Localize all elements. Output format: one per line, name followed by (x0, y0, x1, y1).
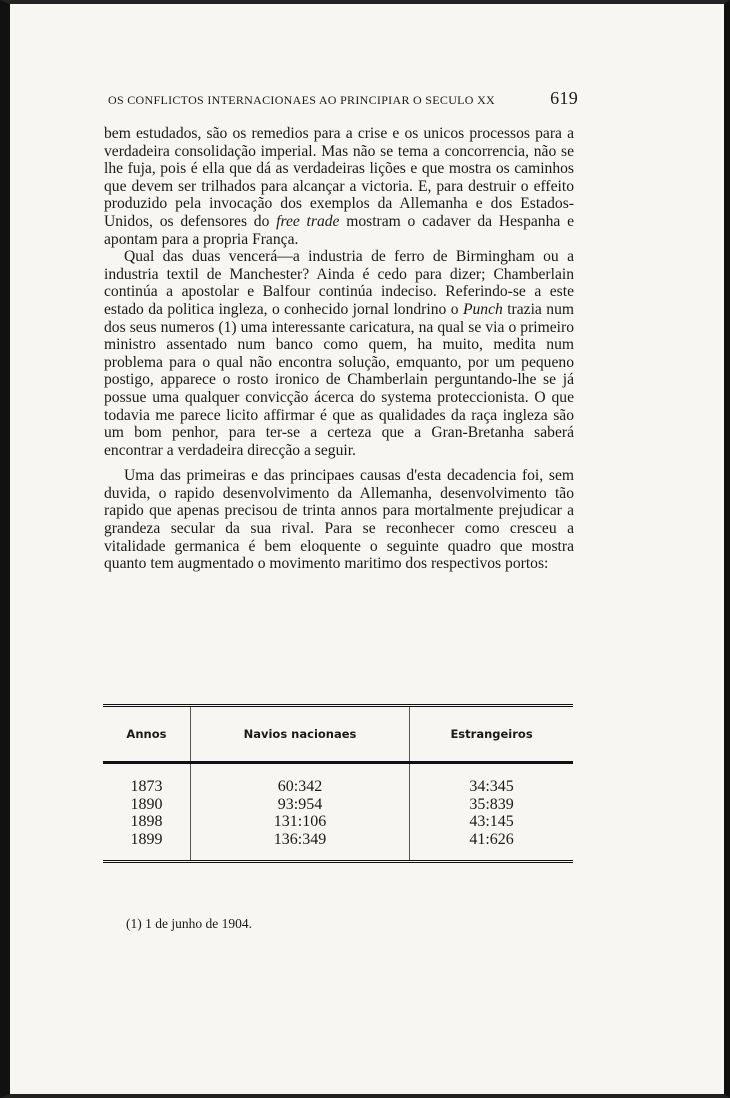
paragraph (104, 248, 574, 459)
cell-year: 1898 (103, 813, 190, 831)
column-header-years: Annos (103, 706, 190, 763)
paragraph-text: bem estudados, são os remedios para a crise e os unicos processos para a verdadeira consolidação imperial. Mas não se tema a concorrencia, não se lhe fuja, pois é ella que dá as verdadeiras lições e que mostra os caminhos que devem ser trilhados para alcançar a victoria. E, para destruir o effeito produzido pela invocação dos exemplos da Allemanha e dos Estados-Unidos, os defensores do (104, 125, 574, 230)
cell-foreign: 41:626 (410, 831, 573, 862)
cell-national: 131:106 (190, 813, 409, 831)
paragraph (104, 125, 574, 248)
paragraph-text: Uma das primeiras e das principaes causas d'esta decadencia foi, sem duvida, o rapido desenvolvimento da Allemanha, desenvolvimento tão rapido que apenas precisou de trinta annos para mortalmente prejudicar a grandeza secular da sua rival. Para se reconhecer como cresceu a vitalidade germanica é bem eloquente o seguinte quadro que mostra quanto tem augmentado o movimento maritimo dos respectivos portos: (104, 467, 574, 573)
column-header-foreign-ships: Estrangeiros (410, 706, 573, 763)
column-header-national-ships: Navios nacionaes (190, 706, 409, 763)
table-row (103, 831, 573, 862)
running-header (108, 88, 578, 109)
paragraph-text: trazia num dos seus numeros (1) uma interessante caricatura, na qual se via o primeiro ministro assentado num banco como quem, ha muito, medita num problema para o qual não encontra solução, emquanto, por um pequeno postigo, apparece o rosto ironico de Chamberlain perguntando-lhe se já possue uma qualquer convicção ácerca do systema proteccionista. O que todavia me parece licito affirmar é que as qualidades da raça ingleza são um bom penhor, para ter-se a certeza que a Gran-Bretanha saberá encontrar a verdadeira direcção a seguir. (104, 300, 574, 459)
cell-national: 93:954 (190, 796, 409, 814)
cell-national: 60:342 (190, 763, 409, 796)
paragraph-text: Qual das duas vencerá—a industria de ferro de Birmingham ou a industria textil de Manchester? Ainda é cedo para dizer; Chamberlain continúa a apostolar e Balfour continúa indeciso. Referindo-se a este estado da politica ingleza, o conhecido jornal londrino o (104, 248, 574, 318)
paragraph (104, 467, 574, 573)
page-number: 619 (550, 88, 578, 108)
cell-year: 1890 (103, 796, 190, 814)
cell-foreign: 34:345 (469, 778, 514, 795)
maritime-movement-table (103, 704, 573, 863)
cell-year: 1873 (103, 763, 190, 796)
table-row (103, 813, 573, 831)
paragraph-text: mostram o cadaver da Hespanha e apontam para a propria França. (104, 212, 574, 248)
footnote: (1) 1 de junho de 1904. (126, 916, 252, 931)
body-text (104, 125, 574, 573)
italic-phrase: Punch (462, 300, 503, 318)
table-row (103, 796, 573, 814)
cell-foreign: 35:839 (469, 795, 514, 813)
italic-phrase: free trade (276, 212, 340, 230)
running-title: OS CONFLICTOS INTERNACIONAES AO PRINCIPIAR O SECULO XX (108, 93, 496, 107)
cell-national: 136:349 (190, 831, 409, 862)
cell-foreign: 43:145 (469, 813, 514, 830)
table-header-row (103, 706, 573, 763)
table-row (103, 763, 573, 796)
cell-year: 1899 (103, 831, 190, 862)
